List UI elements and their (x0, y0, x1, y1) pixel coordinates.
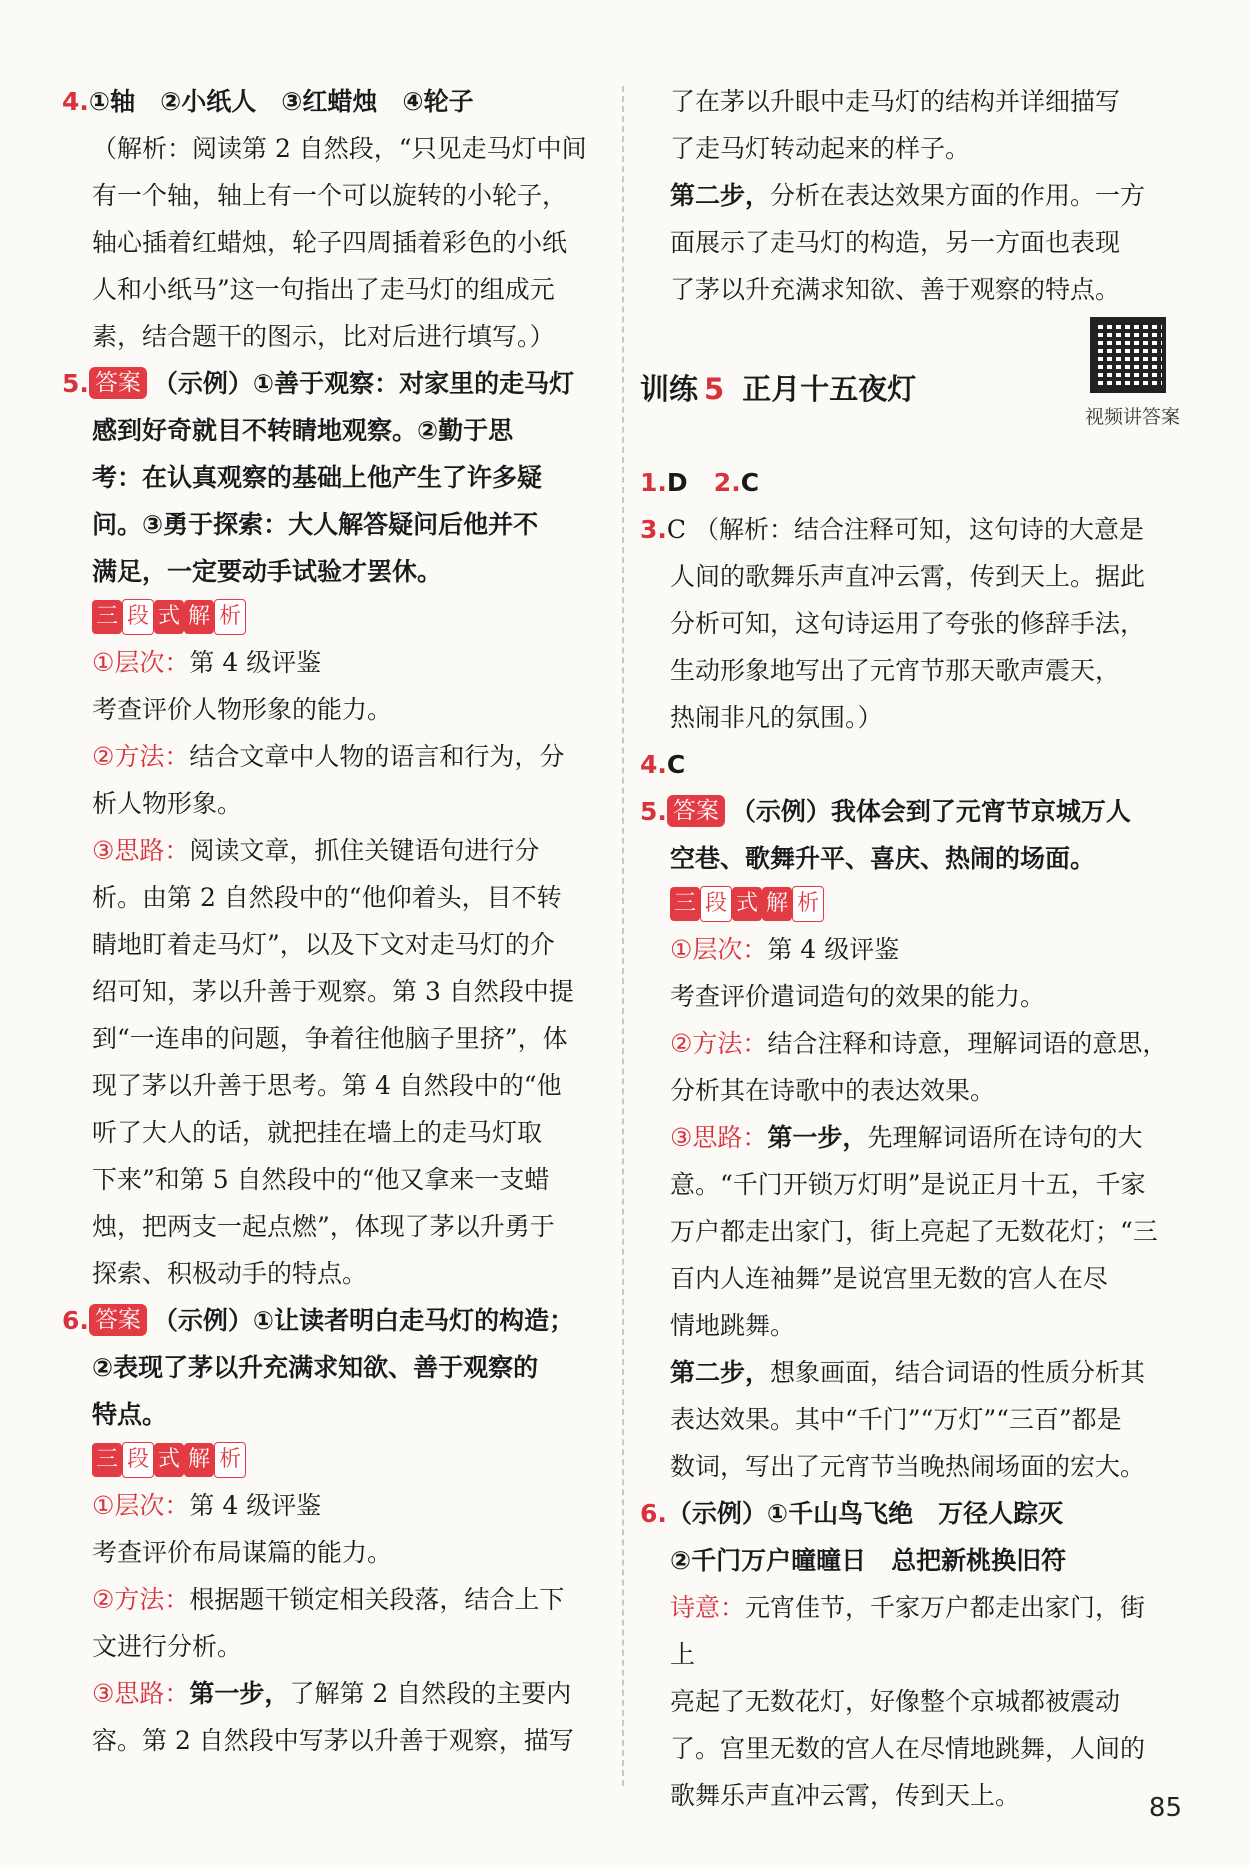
analysis-tag: 三 段 式 解 析 (92, 1442, 246, 1478)
answer-5: 5. 答案 （示例）我体会到了元宵节京城万人 空巷、歌舞升平、喜庆、热闹的场面。 三 段 式 解 析 ①层次：第 4 级评鉴 考查评价遣词造句的效果的能力。 ②方法：结合注释和诗意，理解词语的意思， 分析其在诗歌中的表达效果。 ③思路：第一步，先理解词语所在诗句的大 意。“千门开锁万灯明”是说正月十五，千家 万户都走出家门，街上亮起了无数花灯；“三 百内人连袖舞”是说宫里无数的宫人在尽 情地跳舞。 第二步，想象画面，结合词语的性质分析其 表达效果。其中“千门”“万灯”“三百”都是 数词，写出了元宵节当晚热闹场面的宏大。 (640, 797, 1168, 1481)
answer-tag: 答案 (667, 795, 725, 827)
analysis-tag: 三 段 式 解 析 (670, 886, 824, 922)
left-column (62, 78, 622, 1764)
q5-block: 5. 答案 （示例）①善于观察：对家里的走马灯 感到好奇就目不转睛地观察。②勤于思 考：在认真观察的基础上他产生了许多疑 问。③勇于探索：大人解答疑问后他并不 满足，一定要动手试验才罢休。 三 段 式 解 析 ①层次：第 4 级评鉴 考查评价人物形象的能力。 ②方法：结合文章中人物的语言和行为，分 析人物形象。 ③思路：阅读文章，抓住关键语句进行分 析。由第 2 自然段中的“他仰着头，目不转 睛地盯着走马灯”，以及下文对走马灯的介 绍可知，茅以升善于观察。第 3 自然段中提 到“一连串的问题，争着往他脑子里挤”，体 现了茅以升善于思考。第 4 自然段中的“他 听了大人的话，就把挂在墙上的走马灯取 下来”和第 5 自然段中的“他又拿来一支蜡 烛，把两支一起点燃”，体现了茅以升勇于 探索、积极动手的特点。 (62, 360, 622, 1297)
page-number: 85 (1148, 1793, 1182, 1823)
qr-code-icon[interactable] (1090, 317, 1166, 393)
section-title: 训练 5 正月十五夜灯 视频讲答案 (640, 369, 1170, 409)
right-column (640, 78, 1180, 1819)
level-line: ①层次：第 4 级评鉴 (92, 648, 322, 677)
answer-tag: 答案 (89, 1304, 147, 1336)
method-line: ②方法：结合文章中人物的语言和行为，分 (92, 742, 565, 771)
answer-6: 6.（示例）①千山鸟飞绝 万径人踪灭 ②千门万户曈曈日 总把新桃换旧符 诗意：元宵佳节，千家万户都走出家门，街上 亮起了无数花灯，好像整个京城都被震动 了。宫里无数的宫人在尽情地跳舞，人间的 歌舞乐声直冲云霄，传到天上。 (640, 1499, 1146, 1810)
answer-tag: 答案 (89, 367, 147, 399)
q6-block: 6. 答案 （示例）①让读者明白走马灯的构造； ②表现了茅以升充满求知欲、善于观察的 特点。 三 段 式 解 析 ①层次：第 4 级评鉴 考查评价布局谋篇的能力。 ②方法：根据题干锁定相关段落，结合上下 文进行分析。 ③思路：第一步，了解第 2 自然段的主要内 容。第 2 自然段中写茅以升善于观察，描写 (62, 1306, 575, 1755)
analysis-tag: 三 段 式 解 析 (92, 599, 246, 635)
q6-continued: 了在茅以升眼中走马灯的结构并详细描写 了走马灯转动起来的样子。 第二步，分析在表达效果方面的作用。一方 面展示了走马灯的构造，另一方面也表现 了茅以升充满求知欲、善于观察的特点。 (670, 87, 1146, 304)
qr-caption: 视频讲答案 (1084, 406, 1180, 428)
answer-4: 4.C (640, 750, 686, 779)
thought-line: ③思路：阅读文章，抓住关键语句进行分 (92, 836, 540, 865)
answers-1-2: 1.D 2.C (640, 468, 760, 497)
answer-3: 3.C （解析：结合注释可知，这句诗的大意是 人间的歌舞乐声直冲云霄，传到天上。据此 分析可知，这句诗运用了夸张的修辞手法， 生动形象地写出了元宵节那天歌声震天， 热闹非凡的氛围。） (640, 515, 1146, 732)
column-divider (622, 86, 624, 1786)
q4-explanation: （解析：阅读第 2 自然段，“只见走马灯中间 有一个轴，轴上有一个可以旋转的小轮子， 轴心插着红蜡烛，轮子四周插着彩色的小纸 人和小纸马”这一句指出了走马灯的组成元 素，结合题干的图示，比对后进行填写。） (92, 134, 587, 351)
q4-answer: 4.①轴 ②小纸人 ③红蜡烛 ④轮子 (62, 87, 474, 116)
